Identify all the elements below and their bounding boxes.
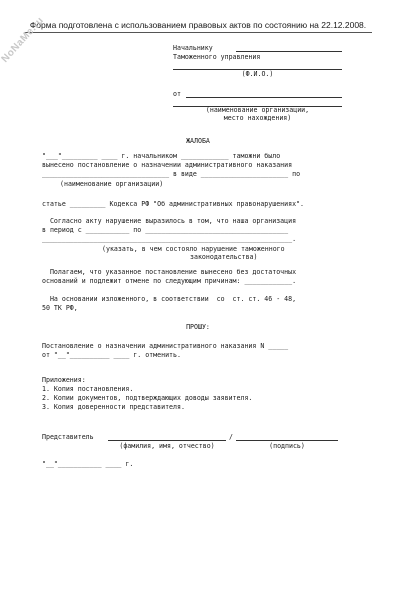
document-title: ЖАЛОБА [186, 137, 210, 145]
p1-org-hint: (наименование организации) [60, 180, 164, 188]
addressee-line-2: Таможенного управления [173, 53, 261, 61]
p3-line-a: Согласно акту нарушение выразилось в том, что наша организация [42, 217, 297, 225]
form-header-note: Форма подготовлена с использованием правовых актов по состоянию на 22.12.2008. [24, 20, 372, 33]
p5-line-a: На основании изложенного, в соответствии со ст. ст. 46 - 48, [42, 295, 297, 303]
signature-slash: / [229, 433, 233, 441]
addressee-line-1: Начальнику [173, 44, 213, 52]
signature-label: Представитель [42, 433, 94, 441]
signature-sign-hint: (подпись) [269, 442, 305, 450]
p4-line-a: Полагаем, что указанное постановление вынесено без достаточных [42, 268, 297, 276]
signature-fio-blank [108, 440, 226, 441]
p6-line-b: от "__"__________ ____ г. отменить. [42, 351, 181, 359]
org-label-2: место нахождения) [223, 114, 292, 122]
p4-line-b: оснований и подлежит отмене по следующим причинам: ____________. [42, 277, 297, 285]
p3-line-b: в период с ___________ по ____________________________________ [42, 226, 289, 234]
attachment-item: 2. Копии документов, подтверждающих доводы заявителя. [42, 394, 253, 402]
p3-hint-a: (указать, в чем состояло нарушение таможенного [102, 245, 285, 253]
org-label-1: (наименование организации, [205, 106, 310, 114]
signature-fio-hint: (фамилия, имя, отчество) [119, 442, 215, 450]
signature-sign-blank [236, 440, 338, 441]
attachment-item: 3. Копия доверенности представителя. [42, 403, 185, 411]
p3-line-c: _______________________________________________________________. [42, 235, 297, 243]
p6-line-a: Постановление о назначении административного наказания N _____ [42, 342, 289, 350]
p1-line-c: ________________________________ в виде ______________________ по [42, 170, 301, 178]
watermark-logo: NoNaMe.ru [0, 14, 47, 65]
p2-line: статье _________ Кодекса РФ "Об административных правонарушениях". [42, 200, 305, 208]
p1-line-a: "___"_________ ____ г. начальником ____________ таможни было [42, 152, 281, 160]
p1-line-b: вынесено постановление о назначении административного наказания [42, 161, 293, 169]
addressee-blank-1 [236, 51, 342, 52]
request-heading: ПРОШУ: [186, 323, 210, 331]
attachments-title: Приложения: [42, 376, 86, 384]
from-label: от [173, 90, 181, 98]
attachment-item: 1. Копия постановления. [42, 385, 134, 393]
p3-hint-b: законодательства) [190, 253, 258, 261]
signature-date: "__"___________ ____ г. [42, 460, 134, 468]
from-blank-1 [186, 97, 342, 98]
p5-line-b: 50 ТК РФ, [42, 304, 78, 312]
fio-label: (Ф.И.О.) [241, 70, 274, 78]
